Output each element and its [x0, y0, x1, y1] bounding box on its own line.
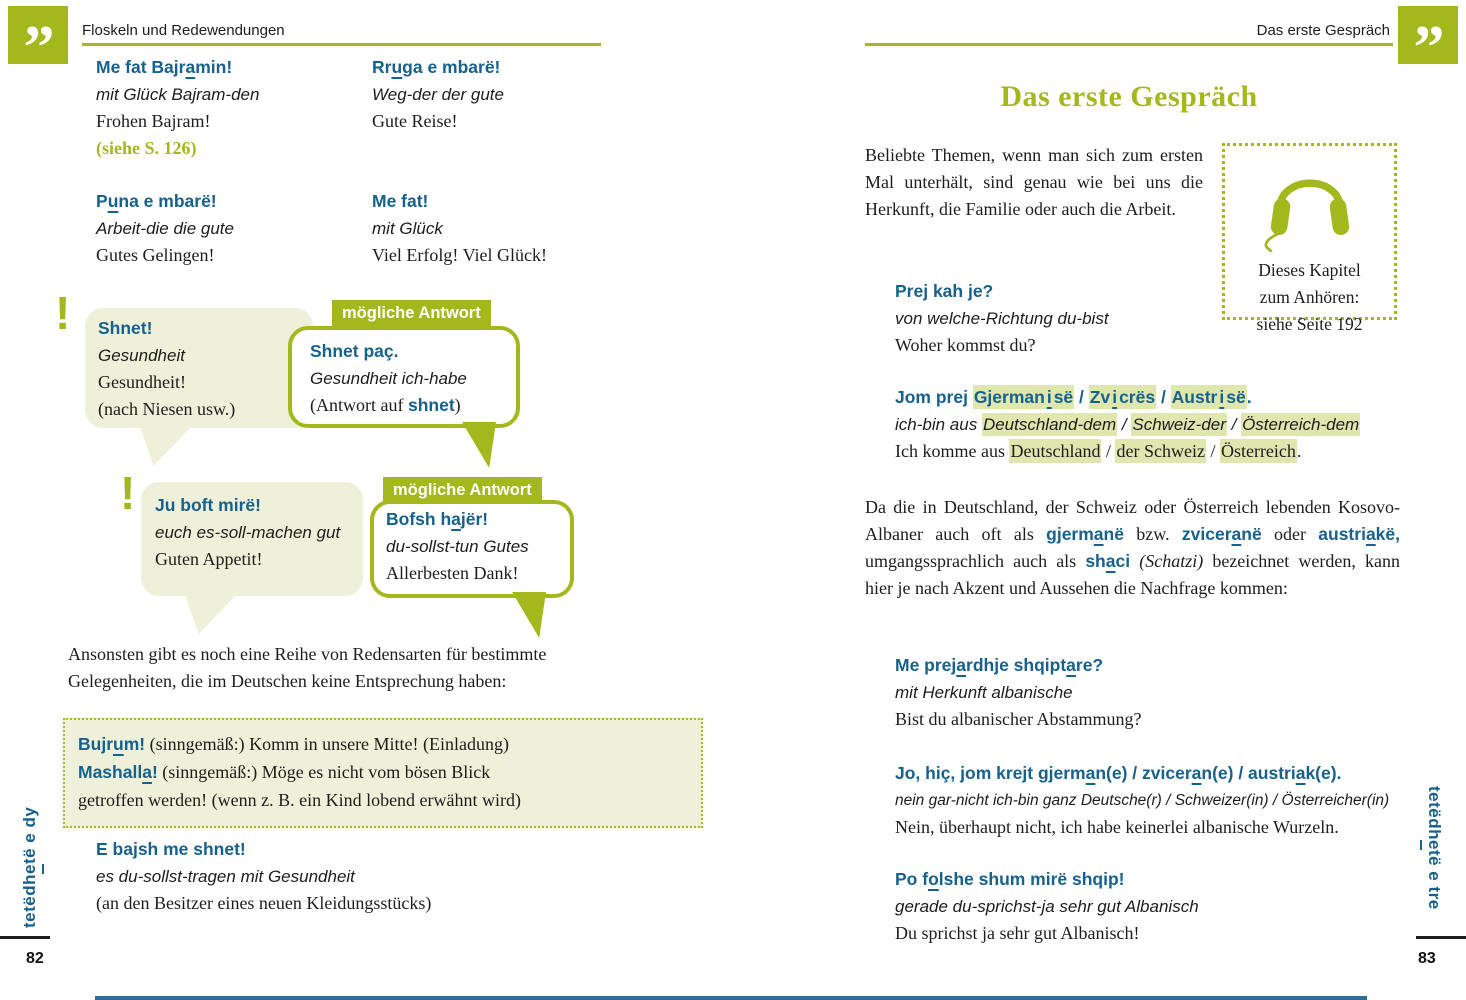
- phrase-entry-prej: [895, 278, 1109, 359]
- phrase-albanian: Me fat Bajramin!: [96, 57, 233, 77]
- phrase-gloss: Weg-der der gute: [372, 85, 504, 104]
- phrase-german: Guten Appetit!: [155, 549, 263, 569]
- answer-bubble-text: [310, 338, 467, 419]
- phrase-german: Nein, überhaupt nicht, ich habe keinerlei albanische Wurzeln.: [895, 817, 1339, 837]
- page-number-right: 83: [1418, 950, 1436, 967]
- listen-box-line: Dieses Kapitel: [1258, 260, 1361, 280]
- phrase-gloss: euch es-soll-machen gut: [155, 523, 341, 542]
- headphones-icon: [1264, 152, 1356, 252]
- phrase-gloss: mit Glück Bajram-den: [96, 85, 260, 104]
- listen-box-line: siehe Seite 192: [1256, 314, 1363, 334]
- speech-bubble-text: [98, 315, 235, 423]
- speech-bubble-tail: [140, 426, 192, 466]
- idiom-line: Bujrum! (sinngemäß:) Komm in unsere Mitte! (Einladung): [78, 734, 510, 754]
- quote-glyph: ”: [1413, 14, 1443, 82]
- exclamation-icon: !: [120, 467, 136, 519]
- folio-rule-left: [0, 936, 50, 939]
- answer-bubble-tail: [462, 422, 496, 468]
- bottom-edge-line: [95, 996, 1367, 1000]
- answer-tab: mögliche Antwort: [332, 300, 491, 326]
- phrase-gloss: du-sollst-tun Gutes: [386, 537, 529, 556]
- phrase-gloss: Gesundheit: [98, 346, 185, 365]
- phrase-note: (nach Niesen usw.): [98, 399, 236, 419]
- phrase-albanian: Jo, hiç, jom krejt gjerman(e) / zviceran(e) / austriak(e).: [895, 763, 1342, 783]
- phrase-albanian: Po folshe shum mirë shqip!: [895, 869, 1125, 889]
- phrase-german: Woher kommst du?: [895, 335, 1036, 355]
- phrase-entry-meprejardhje: [895, 652, 1141, 733]
- phrase-german: Gesundheit!: [98, 372, 186, 392]
- folio-rule-right: [1416, 936, 1466, 939]
- idiom-line: Mashalla! (sinngemäß:) Möge es nicht vom bösen Blick: [78, 762, 491, 782]
- phrase-entry-bajram: [96, 54, 259, 162]
- running-header-right: Das erste Gespräch: [1256, 22, 1390, 39]
- phrase-german: Ich komme aus Deutschland / der Schweiz / Österreich.: [895, 441, 1302, 461]
- phrase-german: Bist du albanischer Abstammung?: [895, 709, 1142, 729]
- phrase-albanian: Rruga e mbarë!: [372, 57, 501, 77]
- phrase-gloss: gerade du-sprichst-ja sehr gut Albanisch: [895, 897, 1199, 916]
- sidebar-label-right: tetëdhetë e tre: [1425, 786, 1444, 910]
- chapter-title: Das erste Gespräch: [1000, 80, 1258, 113]
- phrase-gloss: es du-sollst-tragen mit Gesundheit: [96, 867, 355, 886]
- phrase-entry-jo: [895, 760, 1389, 841]
- phrase-german: Frohen Bajram!: [96, 111, 211, 131]
- phrase-entry-puna: [96, 188, 234, 269]
- phrase-albanian: E bajsh me shnet!: [96, 839, 246, 859]
- quote-icon: [8, 6, 68, 82]
- phrase-albanian: Shnet paç.: [310, 341, 399, 361]
- idiom-line: getroffen werden! (wenn z. B. ein Kind lobend erwähnt wird): [78, 790, 522, 810]
- phrase-gloss: mit Herkunft albanische: [895, 683, 1073, 702]
- phrase-german: (Antwort auf shnet): [310, 395, 461, 415]
- phrase-german: Gute Reise!: [372, 111, 458, 131]
- phrase-german: Allerbesten Dank!: [386, 563, 519, 583]
- speech-bubble-text: [155, 492, 340, 573]
- phrase-albanian: Puna e mbarë!: [96, 191, 217, 211]
- quote-glyph: ”: [23, 14, 53, 82]
- answer-bubble-tail: [512, 592, 546, 638]
- phrase-crossref: (siehe S. 126): [96, 138, 197, 158]
- phrase-albanian: Bofsh hajër!: [386, 509, 489, 529]
- listen-box: [1222, 143, 1397, 334]
- phrase-gloss: Arbeit-die die gute: [96, 219, 234, 238]
- idiom-box: [63, 718, 703, 828]
- quote-icon: [1398, 6, 1458, 82]
- phrase-entry-mefat: [372, 188, 547, 269]
- phrase-albanian: Shnet!: [98, 318, 153, 338]
- phrase-albanian: Prej kah je?: [895, 281, 994, 301]
- phrase-entry-po: [895, 866, 1199, 947]
- phrase-gloss: mit Glück: [372, 219, 443, 238]
- phrase-albanian: Ju boft mirë!: [155, 495, 261, 515]
- phrase-entry-jom: [895, 384, 1360, 465]
- speech-bubble-tail: [185, 594, 237, 634]
- phrase-german: Viel Erfolg! Viel Glück!: [372, 245, 547, 265]
- phrase-entry-ebajsh: [96, 836, 431, 917]
- phrase-gloss: Gesundheit ich-habe: [310, 369, 467, 388]
- phrase-entry-rruga: [372, 54, 504, 135]
- page-number-left: 82: [26, 950, 44, 967]
- intro-paragraph: Beliebte Themen, wenn man sich zum ersten Mal unterhält, sind genau wie bei uns die Herkunft, die Familie oder auch die Arbeit.: [865, 145, 1203, 219]
- listen-box-line: zum Anhören:: [1259, 287, 1360, 307]
- body-paragraph: Ansonsten gibt es noch eine Reihe von Redensarten für bestimmte Gelegenheiten, die im Deutschen keine Entsprechung haben:: [68, 644, 547, 691]
- phrase-german: Du sprichst ja sehr gut Albanisch!: [895, 923, 1140, 943]
- header-rule-right: [865, 43, 1393, 46]
- phrase-albanian: Jom prej Gjerman i së / Zv i crës / Austr i së.: [895, 387, 1252, 407]
- phrase-albanian: Me fat!: [372, 191, 429, 211]
- phrase-gloss: von welche-Richtung du-bist: [895, 309, 1109, 328]
- answer-tab: mögliche Antwort: [383, 477, 542, 503]
- phrase-albanian: Me prejardhje shqiptare?: [895, 655, 1104, 675]
- answer-bubble-text: [386, 506, 529, 587]
- exclamation-icon: !: [55, 287, 71, 339]
- phrase-gloss: ich-bin aus Deutschland-dem / Schweiz-der / Österreich-dem: [895, 415, 1360, 434]
- body-paragraph: Da die in Deutschland, der Schweiz oder Österreich lebenden Kosovo-Albaner auch oft als gjermanë bzw. zviceranë oder austriakë, umgangssprachlich auch als shaci (Schatzi) bezeichnet werden, kann hier je nach Akzent und Aussehen die Nachfrage kommen:: [865, 497, 1400, 598]
- phrase-german: (an den Besitzer eines neuen Kleidungsstücks): [96, 893, 432, 913]
- sidebar-label-left: tetëdhetë e dy: [20, 806, 39, 928]
- running-header-left: Floskeln und Redewendungen: [82, 22, 285, 39]
- header-rule-left: [82, 43, 601, 46]
- phrase-german: Gutes Gelingen!: [96, 245, 215, 265]
- phrase-gloss: nein gar-nicht ich-bin ganz Deutsche(r) / Schweizer(in) / Österreicher(in): [895, 792, 1390, 809]
